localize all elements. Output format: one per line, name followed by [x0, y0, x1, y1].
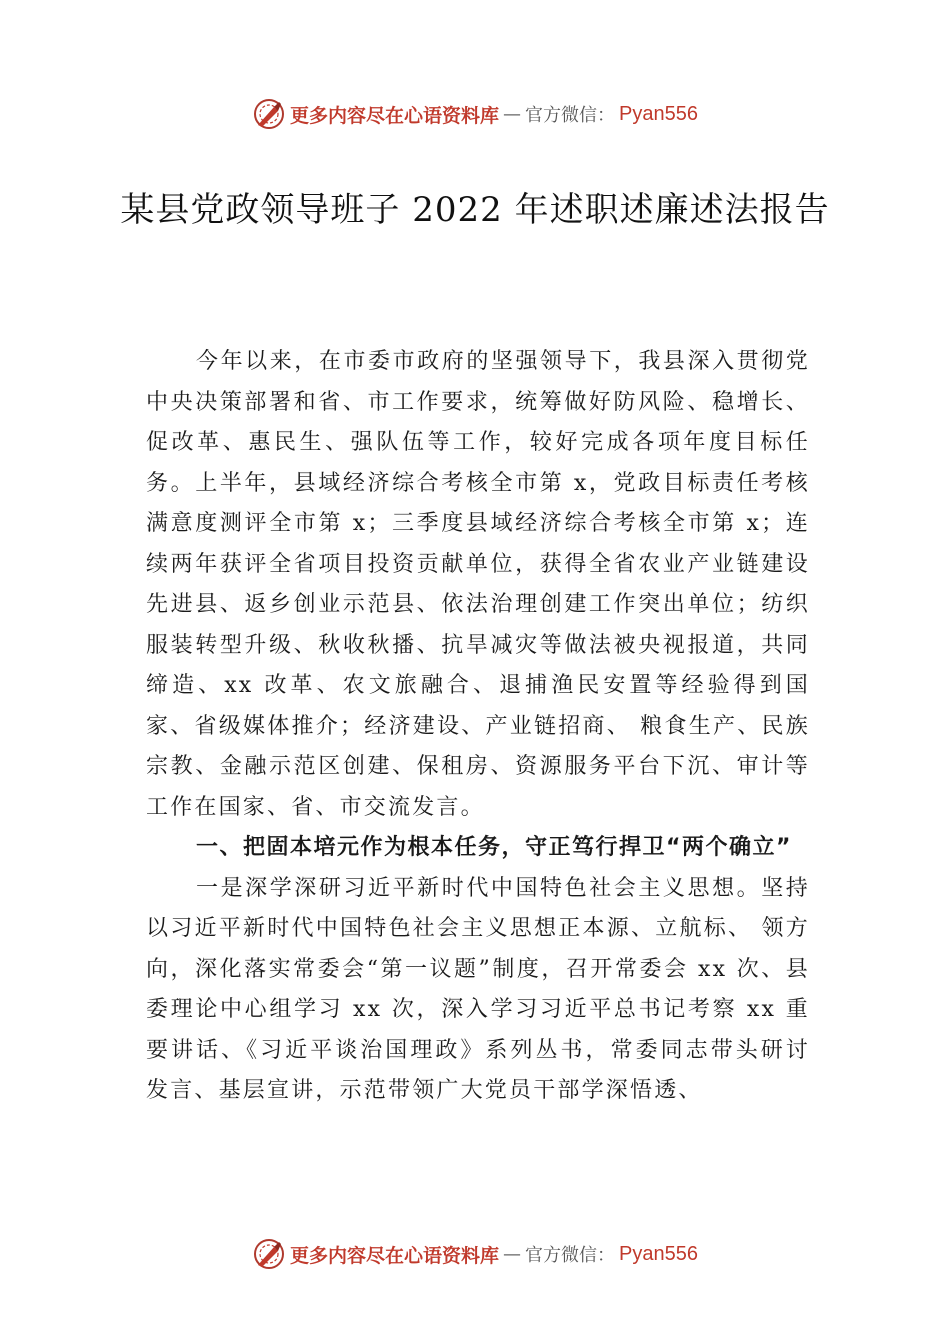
brand-text: 更多内容尽在心语资料库 [290, 1244, 500, 1267]
wechat-label: 官方微信： [525, 1245, 616, 1266]
pen-nib-logo-icon [252, 97, 286, 131]
brand-text: 更多内容尽在心语资料库 [290, 104, 500, 127]
wechat-id: Pyan556 [619, 102, 698, 125]
intro-paragraph: 今年以来，在市委市政府的坚强领导下，我县深入贯彻党中央决策部署和省、市工作要求，统筹做好防风险、稳增长、促改革、惠民生、强队伍等工作，较好完成各项年度目标任务。上半年，县域经济综合考核全市第 x，党政目标责任考核满意度测评全市第 x；三季度县域经济综合考核全市第 x；连续两年获评全省项目投资贡献单位，获得全省农业产业链建设先进县、返乡创业示范县、依法治理创建工作突出单位；纺织服装转型升级、秋收秋播、抗旱减灾等做法被央视报道，共同缔造、xx 改革、农文旅融合、退捕渔民安置等经验得到国家、省级媒体推介；经济建设、产业链招商、 粮食生产、民族宗教、金融示范区创建、保租房、资源服务平台下沉、审计等工作在国家、省、市交流发言。 [146, 349, 810, 820]
wechat-id: Pyan556 [619, 1242, 698, 1265]
section-heading: 一、把固本培元作为根本任务，守正笃行捍卫“两个确立” [196, 835, 792, 860]
header-watermark-banner [0, 94, 950, 134]
banner-separator: — [503, 103, 522, 125]
document-title: 某县党政领导班子 2022 年述职述廉述法报告 [120, 190, 830, 230]
document-body [146, 342, 810, 1112]
section-paragraph: 一是深学深研习近平新时代中国特色社会主义思想。坚持以习近平新时代中国特色社会主义思想正本源、立航标、 领方向，深化落实常委会“第一议题”制度，召开常委会 xx 次、县委理论中心组学习 xx 次，深入学习习近平总书记考察 xx 重要讲话、《习近平谈治国理政》系列丛书，常委同志带头研讨发言、基层宣讲，示范带领广大党员干部学深悟透、 [146, 875, 810, 1103]
banner-separator: — [503, 1243, 522, 1265]
wechat-label: 官方微信： [525, 105, 616, 126]
footer-watermark-banner [0, 1234, 950, 1274]
pen-nib-logo-icon [252, 1237, 286, 1271]
